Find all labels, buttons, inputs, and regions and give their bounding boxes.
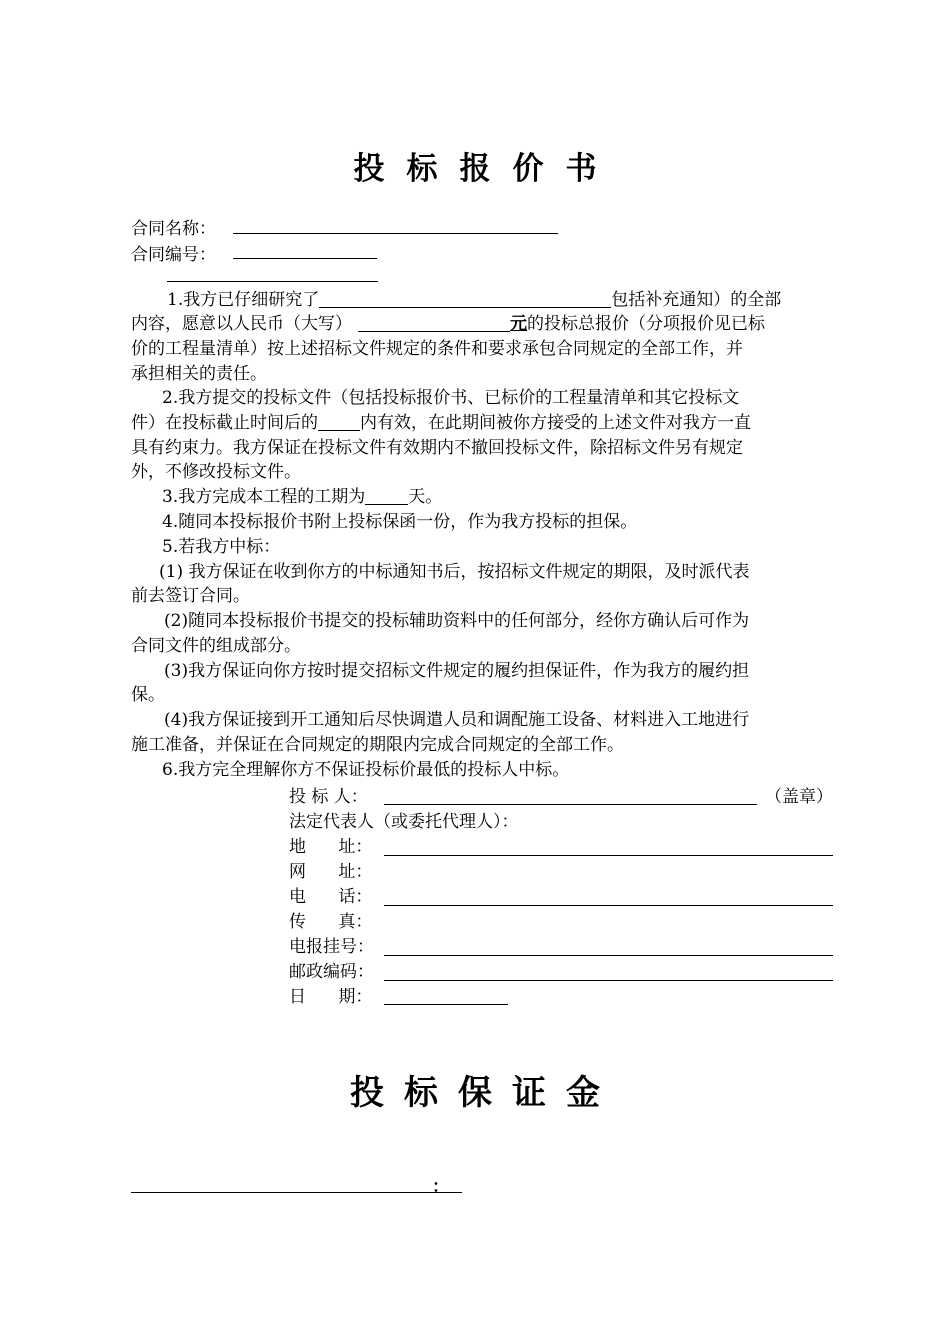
- validity-period-blank[interactable]: [318, 413, 360, 431]
- seal-label: （盖章）: [765, 787, 833, 807]
- address-label: 地 址：: [289, 837, 373, 857]
- title-char: 投: [350, 1073, 384, 1113]
- sub-item-4-line-1: (4)我方保证接到开工通知后尽快调遣人员和调配施工设备、材料进入工地进行: [164, 710, 750, 730]
- addressee-colon: ：: [432, 1177, 449, 1197]
- title-char: 标: [404, 1073, 438, 1113]
- item-3: 3.我方完成本工程的工期为 天。: [162, 487, 443, 507]
- sub-item-2-line-1: (2)随同本投标报价书提交的投标辅助资料中的任何部分，经你方确认后可作为: [164, 611, 750, 631]
- title-char: 金: [566, 1073, 600, 1113]
- item-2-line-2: 件）在投标截止时间后的 内有效，在此期间被你方接受的上述文件对我方一直: [131, 413, 751, 433]
- contract-number-field[interactable]: [233, 258, 377, 259]
- contract-name-label: 合同名称：: [131, 219, 216, 239]
- sub-item-1-line-1: (1) 我方保证在收到你方的中标通知书后，按招标文件规定的期限，及时派代表: [159, 562, 750, 582]
- fax-label: 传 真：: [289, 912, 373, 932]
- document-name-blank[interactable]: [319, 290, 611, 308]
- item-5: 5.若我方中标：: [162, 537, 281, 557]
- bidder-field[interactable]: [384, 804, 757, 805]
- telegraph-label: 电报挂号：: [289, 937, 374, 957]
- item-4: 4.随同本投标报价书附上投标保函一份，作为我方投标的担保。: [162, 512, 638, 532]
- section-title: [0, 1065, 950, 1114]
- recipient-field[interactable]: [167, 281, 378, 282]
- addressee-field[interactable]: [131, 1192, 462, 1193]
- postcode-field[interactable]: [384, 980, 833, 981]
- title-char: 保: [458, 1073, 492, 1113]
- title-char: 价: [512, 151, 544, 187]
- title-char: 书: [565, 151, 597, 187]
- website-label: 网 址：: [289, 862, 373, 882]
- item-6: 6.我方完全理解你方不保证投标价最低的投标人中标。: [162, 760, 570, 780]
- sub-item-2-line-2: 合同文件的组成部分。: [131, 636, 301, 656]
- title-char: 标: [406, 151, 438, 187]
- page-title: [0, 143, 950, 188]
- item-1-line-1: 1.我方已仔细研究了 包括补充通知）的全部: [167, 290, 782, 310]
- title-char: 报: [459, 151, 491, 187]
- item-2-line-3: 具有约束力。我方保证在投标文件有效期内不撤回投标文件，除招标文件另有规定: [131, 438, 743, 458]
- address-field[interactable]: [384, 855, 833, 856]
- duration-days-blank[interactable]: [365, 487, 408, 505]
- date-label: 日 期：: [289, 987, 373, 1007]
- item-1-line-3: 价的工程量清单）按上述招标文件规定的条件和要求承包合同规定的全部工作，并: [131, 339, 743, 359]
- contract-number-label: 合同编号：: [131, 245, 216, 265]
- title-char: 投: [353, 151, 385, 187]
- item-2-line-4: 外，不修改投标文件。: [131, 462, 301, 482]
- sub-item-1-line-2: 前去签订合同。: [131, 586, 250, 606]
- contract-name-field[interactable]: [233, 233, 558, 234]
- phone-label: 电 话：: [289, 887, 373, 907]
- date-field[interactable]: [384, 1004, 508, 1005]
- postcode-label: 邮政编码：: [289, 962, 374, 982]
- bidder-label: 投 标 人：: [289, 787, 368, 807]
- telegraph-field[interactable]: [384, 955, 833, 956]
- item-1-line-2: 内容，愿意以人民币（大写） 元的投标总报价（分项报价见已标: [131, 314, 765, 334]
- item-1-line-4: 承担相关的责任。: [131, 364, 267, 384]
- legal-rep-label: 法定代表人（或委托代理人）：: [289, 812, 519, 832]
- phone-field[interactable]: [384, 905, 833, 906]
- sub-item-4-line-2: 施工准备，并保证在合同规定的期限内完成合同规定的全部工作。: [131, 735, 624, 755]
- sub-item-3-line-1: (3)我方保证向你方按时提交招标文件规定的履约担保证件，作为我方的履约担: [164, 661, 750, 681]
- amount-in-words-blank[interactable]: [358, 314, 510, 332]
- item-2-line-1: 2.我方提交的投标文件（包括投标报价书、已标价的工程量清单和其它投标文: [162, 388, 740, 408]
- sub-item-3-line-2: 保。: [131, 685, 165, 705]
- title-char: 证: [512, 1073, 546, 1113]
